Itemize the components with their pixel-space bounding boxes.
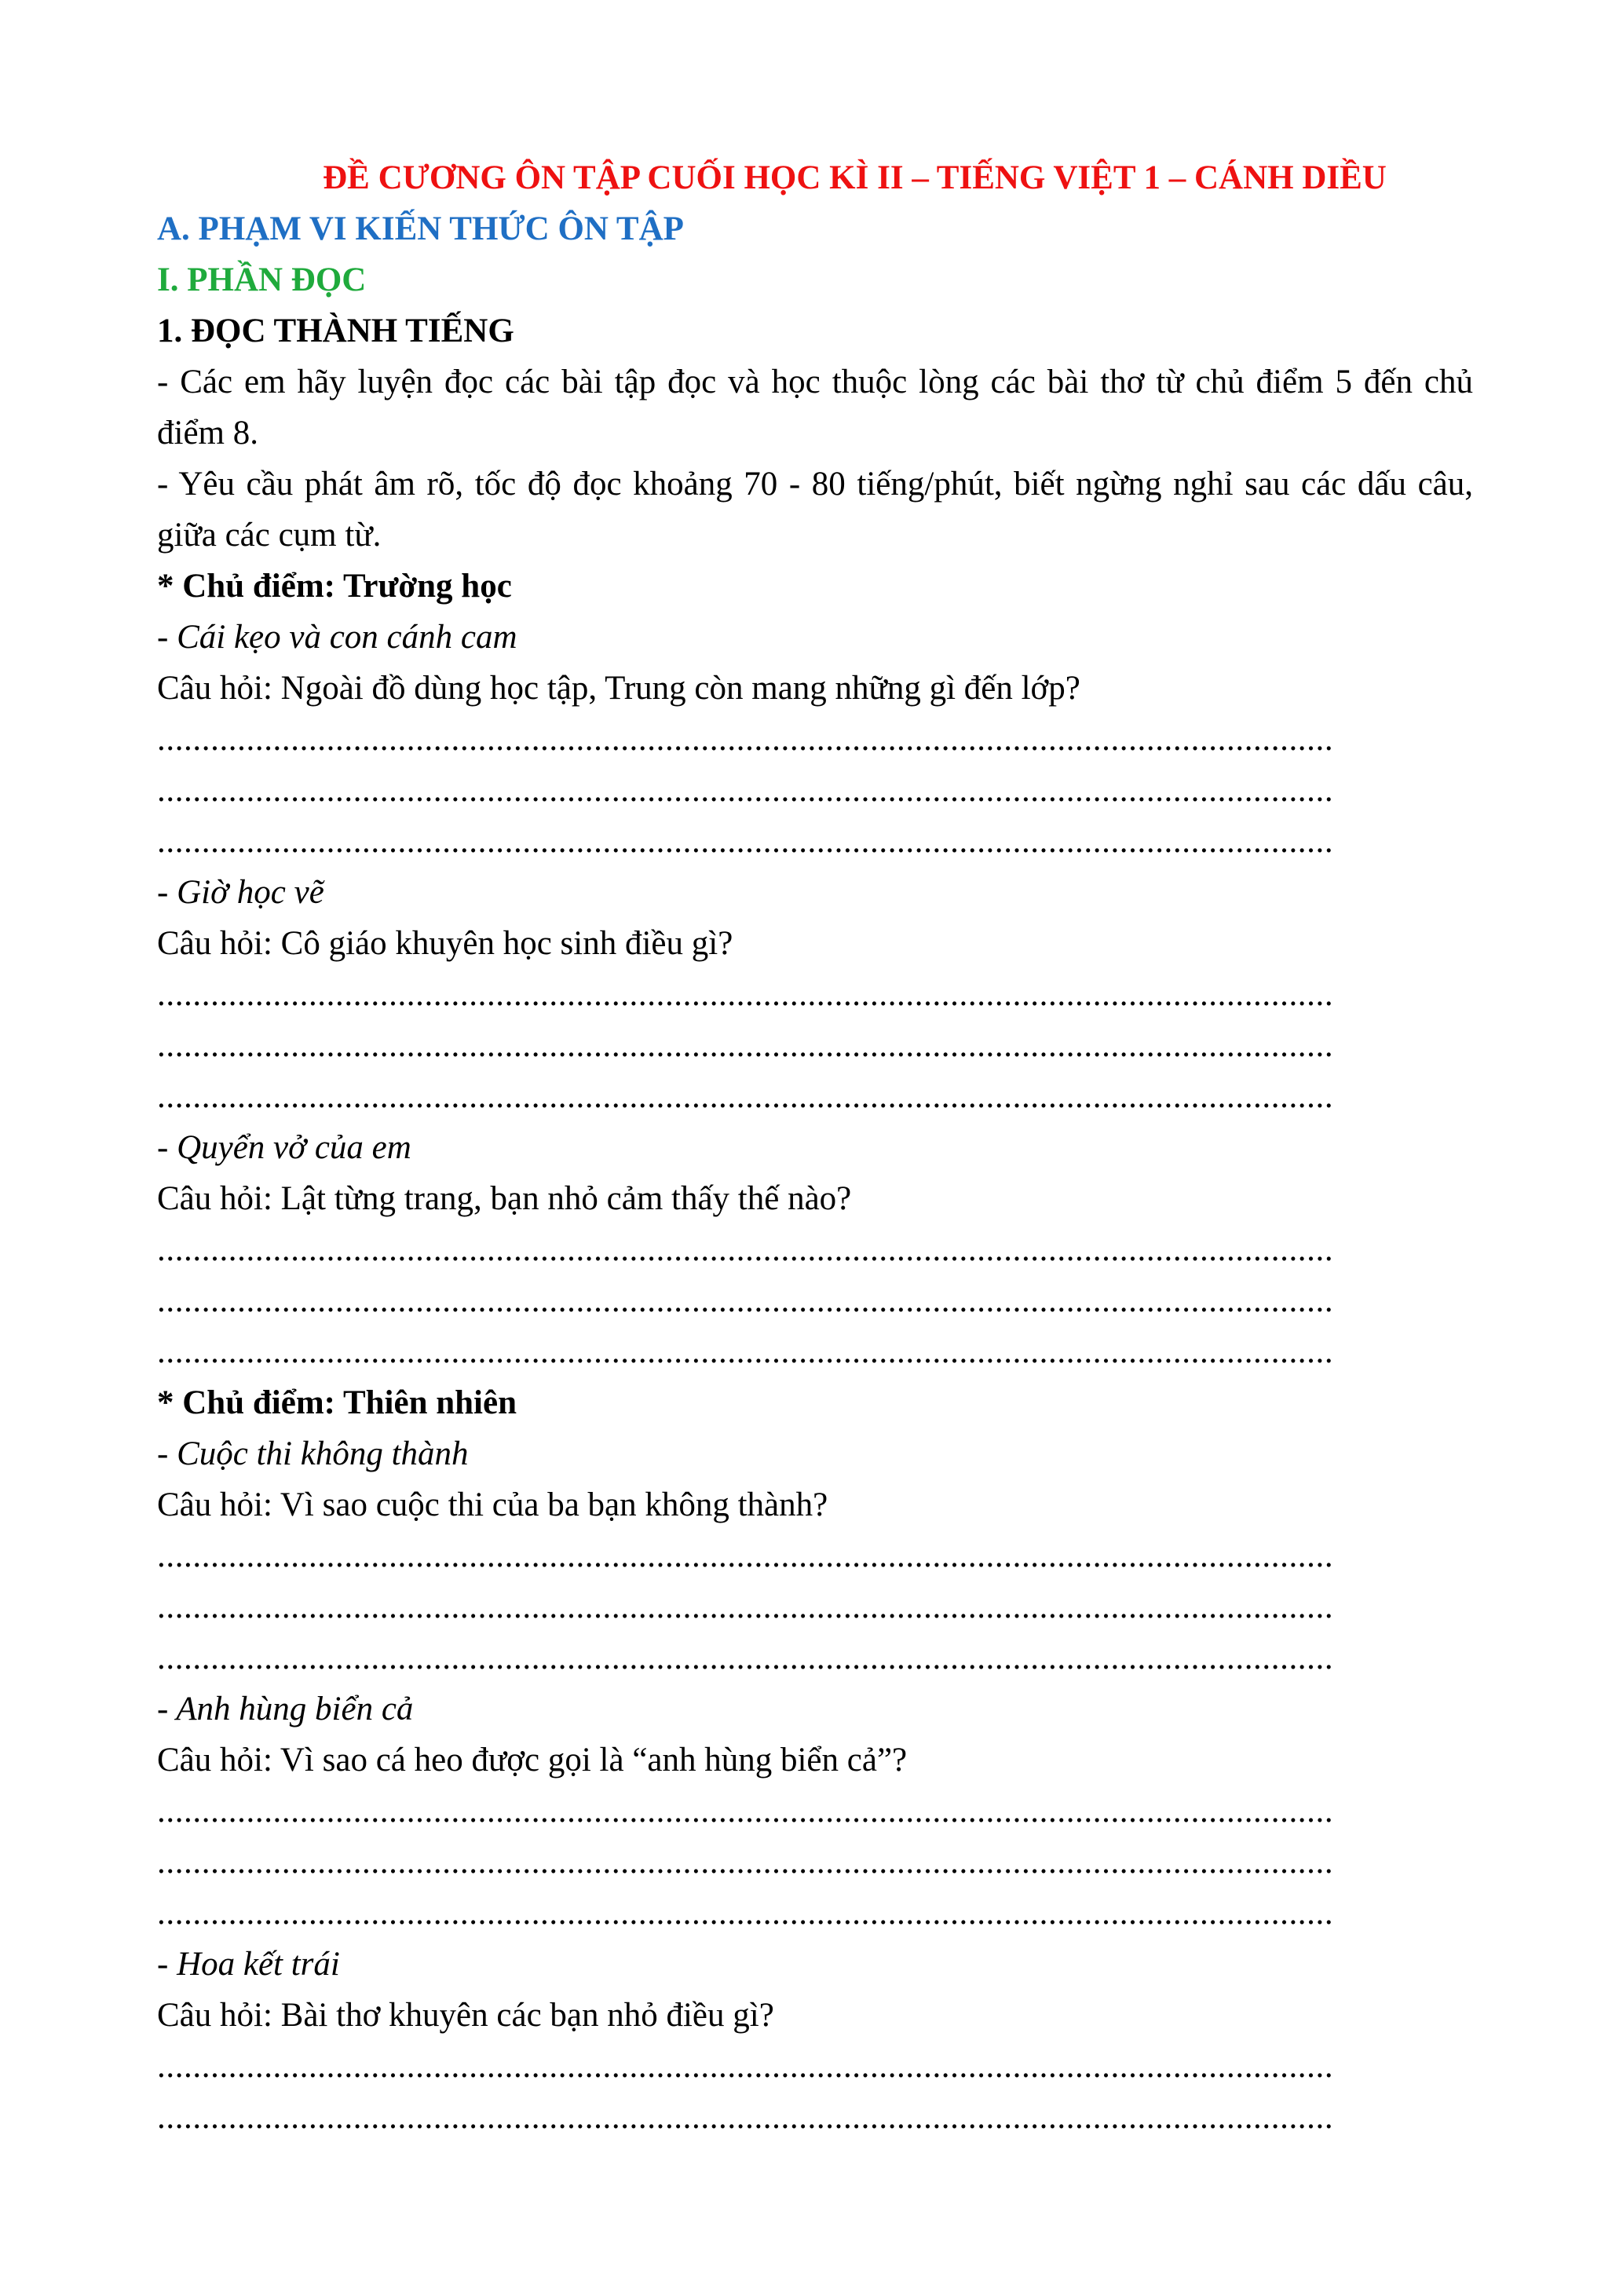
answer-line: ....................................................................................................................................	[157, 1640, 1334, 1676]
topic-heading: * Chủ điểm: Trường học	[157, 568, 512, 605]
answer-line: ....................................................................................................................................	[157, 1231, 1334, 1268]
lesson-title: - Anh hùng biển cả	[157, 1691, 414, 1727]
answer-line: ....................................................................................................................................	[157, 1027, 1334, 1064]
document-page	[157, 152, 1473, 2143]
answer-line: ....................................................................................................................................	[157, 1793, 1334, 1830]
lesson-question: Câu hỏi: Vì sao cuộc thi của ba bạn không thành?	[157, 1486, 828, 1523]
lesson-question: Câu hỏi: Ngoài đồ dùng học tập, Trung còn mang những gì đến lớp?	[157, 670, 1080, 707]
topic-heading: * Chủ điểm: Thiên nhiên	[157, 1384, 517, 1421]
section-a-heading: A. PHẠM VI KIẾN THỨC ÔN TẬP	[157, 210, 684, 247]
lesson-title: - Cái kẹo và con cánh cam	[157, 619, 517, 656]
answer-line: ....................................................................................................................................	[157, 823, 1334, 860]
answer-line: ....................................................................................................................................	[157, 976, 1334, 1013]
answer-line: ....................................................................................................................................	[157, 772, 1334, 809]
lesson-question: Câu hỏi: Lật từng trang, bạn nhỏ cảm thấy thế nào?	[157, 1180, 852, 1217]
answer-line: ....................................................................................................................................	[157, 721, 1334, 758]
lesson-title: - Giờ học vẽ	[157, 874, 324, 911]
answer-line: ....................................................................................................................................	[157, 1333, 1334, 1370]
part-1-heading: I. PHẦN ĐỌC	[157, 261, 367, 298]
lesson-question: Câu hỏi: Cô giáo khuyên học sinh điều gì?	[157, 925, 733, 962]
reading-aloud-heading: 1. ĐỌC THÀNH TIẾNG	[157, 313, 514, 349]
answer-line: ....................................................................................................................................	[157, 2099, 1334, 2136]
answer-line: ....................................................................................................................................	[157, 1844, 1334, 1881]
lesson-title: - Hoa kết trái	[157, 1946, 340, 1983]
answer-line: ....................................................................................................................................	[157, 2048, 1334, 2085]
lesson-question: Câu hỏi: Vì sao cá heo được gọi là “anh hùng biển cả”?	[157, 1742, 908, 1779]
document-title: ĐỀ CƯƠNG ÔN TẬP CUỐI HỌC KÌ II – TIẾNG VIỆT 1 – CÁNH DIỀU	[323, 159, 1387, 196]
intro-paragraph-2: - Yêu cầu phát âm rõ, tốc độ đọc khoảng 70 - 80 tiếng/phút, biết ngừng nghỉ sau các dấu câu, giữa các cụm từ.	[157, 466, 1473, 554]
lesson-question: Câu hỏi: Bài thơ khuyên các bạn nhỏ điều gì?	[157, 1997, 774, 2034]
lesson-title: - Cuộc thi không thành	[157, 1435, 469, 1472]
intro-paragraph-1: - Các em hãy luyện đọc các bài tập đọc và học thuộc lòng các bài thơ từ chủ điểm 5 đến chủ điểm 8.	[157, 364, 1473, 452]
answer-line: ....................................................................................................................................	[157, 1282, 1334, 1319]
lesson-title: - Quyển vở của em	[157, 1129, 411, 1166]
answer-line: ....................................................................................................................................	[157, 1589, 1334, 1625]
answer-line: ....................................................................................................................................	[157, 1537, 1334, 1574]
answer-line: ....................................................................................................................................	[157, 1078, 1334, 1115]
answer-line: ....................................................................................................................................	[157, 1895, 1334, 1932]
